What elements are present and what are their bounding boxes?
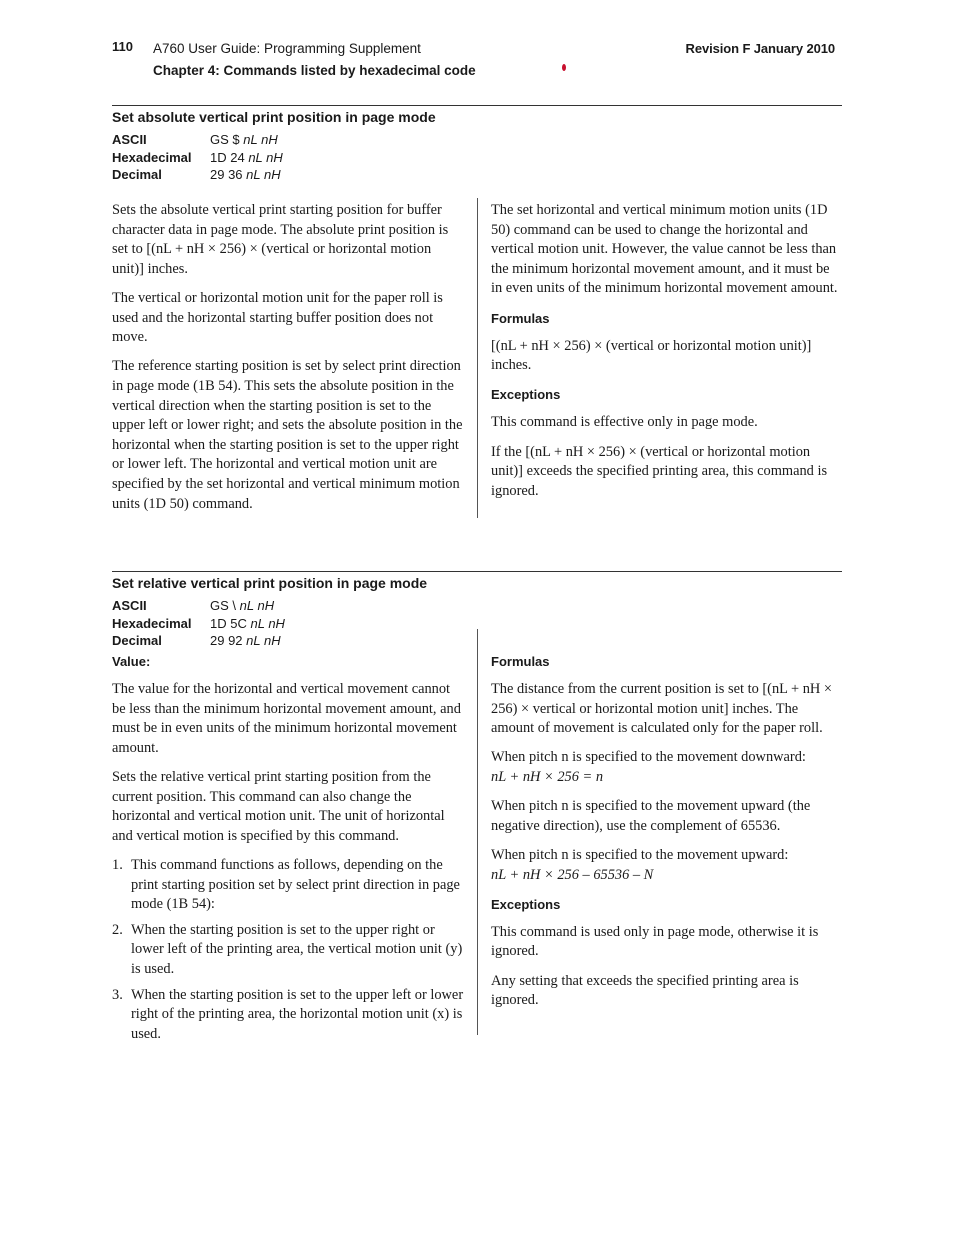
decimal-row [112, 166, 283, 184]
numbered-list [112, 856, 464, 1044]
paragraph: The reference starting position is set by select print direction in page mode (1B 54). This sets the absolute position in the vertical direction when the starting position is set to the upper left or lower right; and sets the absolute position in the horizontal when the starting position is set to the upper right or lower left. The horizontal and vertical motion unit are specified by the set horizontal and vertical minimum motion units (1D 50) command. [112, 358, 463, 512]
hex-label: Hexadecimal [112, 149, 192, 165]
header-dot-mark [562, 64, 566, 71]
decimal-label: Decimal [112, 633, 162, 648]
paragraph: The vertical or horizontal motion unit for the paper roll is used and the horizontal starting buffer position does not move. [112, 289, 443, 346]
command-codes-table [112, 131, 283, 184]
paragraph: The distance from the current position is set to [(nL + nH × 256) × vertical or horizontal motion unit] inches. The amount of movement is calculated only for the paper roll. [491, 681, 833, 737]
exceptions-heading: Exceptions [491, 387, 561, 403]
ascii-value: GS \ nL nH [210, 598, 275, 613]
column-divider [477, 198, 478, 518]
command-codes-table [112, 597, 285, 650]
ascii-row [112, 131, 283, 149]
hex-row [112, 149, 283, 167]
formula-text: [(nL + nH × 256) × (vertical or horizontal motion unit)] inches. [491, 337, 812, 374]
ascii-label: ASCII [112, 132, 147, 147]
column-divider [477, 629, 478, 1035]
revision-label: Revision F January 2010 [685, 41, 835, 56]
paragraph: When pitch n is specified to the movement downward: nL + nH × 256 = n [491, 749, 806, 785]
page-number: 110 [112, 39, 133, 54]
chapter-title: Chapter 4: Commands listed by hexadecimal code [153, 63, 476, 78]
section1-right-column [491, 201, 841, 511]
paragraph: The set horizontal and vertical minimum motion units (1D 50) command can be used to change the horizontal and vertical motion unit. However, the value cannot be less than the minimum horizontal movement amount, and it must be in even units of the minimum horizontal movement amount. [491, 202, 838, 297]
decimal-row [112, 632, 285, 650]
decimal-label: Decimal [112, 167, 162, 182]
value-heading: Value: [112, 654, 151, 669]
formulas-heading: Formulas [491, 654, 550, 669]
section-divider [112, 571, 842, 572]
paragraph: Any setting that exceeds the specified printing area is ignored. [491, 972, 799, 1009]
paragraph: If the [(nL + nH × 256) × (vertical or horizontal motion unit)] exceeds the specified printing area, this command is ignored. [491, 443, 828, 499]
decimal-value: 29 36 nL nH [210, 167, 281, 182]
hex-label: Hexadecimal [112, 615, 192, 631]
list-item: 3. When the starting position is set to the upper left or lower right of the printing area, the horizontal motion unit (x) is used. [112, 986, 464, 1042]
section-title-relative: Set relative vertical print position in page mode [112, 575, 428, 591]
section1-left-column [112, 201, 464, 524]
section2-left-column [112, 652, 464, 1050]
ascii-label: ASCII [112, 598, 147, 613]
hex-value: 1D 5C nL nH [210, 615, 285, 631]
exceptions-heading: Exceptions [491, 896, 561, 912]
paragraph: This command is effective only in page mode. [491, 414, 758, 431]
section-title-absolute: Set absolute vertical print position in page mode [112, 109, 436, 125]
paragraph: This command is used only in page mode, otherwise it is ignored. [491, 923, 819, 960]
paragraph: The value for the horizontal and vertical movement cannot be less than the minimum horizontal movement amount, and must be in even units of the minimum horizontal movement amount. [112, 681, 461, 756]
list-item: 2. When the starting position is set to the upper right or lower left of the printing area, the vertical motion unit (y) is used. [112, 921, 463, 977]
paragraph: When pitch n is specified to the movement upward: nL + nH × 256 – 65536 – N [491, 846, 789, 883]
decimal-value: 29 92 nL nH [210, 633, 281, 648]
paragraph: Sets the absolute vertical print starting position for buffer character data in page mode. The absolute print position is set to [(nL + nH × 256) × (vertical or horizontal motion unit)] inches. [112, 202, 449, 277]
list-item: 1. This command functions as follows, depending on the print starting position set by select print direction in page mode (1B 54): [112, 856, 460, 913]
ascii-value: GS $ nL nH [210, 132, 278, 147]
formulas-heading: Formulas [491, 310, 550, 326]
section-divider [112, 105, 842, 106]
hex-value: 1D 24 nL nH [210, 149, 283, 165]
section2-right-column [491, 652, 843, 1020]
paragraph: When pitch n is specified to the movement upward (the negative direction), use the complement of 65536. [491, 798, 811, 834]
guide-title: A760 User Guide: Programming Supplement [153, 41, 421, 56]
hex-row [112, 615, 285, 633]
paragraph: Sets the relative vertical print starting position from the current position. This command can also change the horizontal and vertical motion unit. The unit of horizontal and vertical motion is specified by this command. [112, 768, 445, 844]
ascii-row [112, 597, 285, 615]
